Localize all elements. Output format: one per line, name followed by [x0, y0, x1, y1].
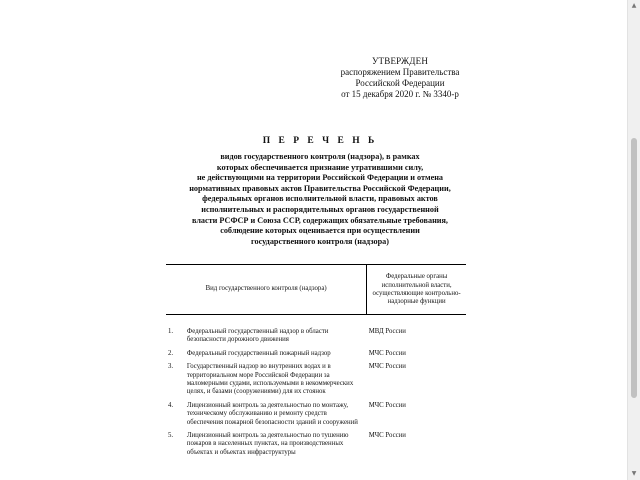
row-control-name: Федеральный государственный надзор в области безопасности дорожного движения: [186, 328, 329, 344]
table-row: [166, 400, 466, 430]
header-control-type: Вид государственного контроля (надзора): [166, 265, 367, 315]
row-agency: МЧС России: [368, 363, 406, 371]
subtitle-line: власти РСФСР и Союза ССР, содержащих обязательные требования,: [192, 215, 448, 225]
row-agency: МЧС России: [368, 401, 406, 409]
document-title: П Е Р Е Ч Е Н Ь: [262, 136, 378, 146]
table-row: [166, 430, 466, 460]
subtitle-line: видов государственного контроля (надзора), в рамках: [220, 152, 420, 161]
row-control-name: Федеральный государственный пожарный надзор: [186, 349, 331, 357]
row-control-name: Государственный надзор во внутренних водах и в территориальном море Российской Федерации за маломерными судами, используемыми в некоммерческих целях, и базами (сооружениями) для их стоянок: [186, 363, 354, 396]
subtitle-line: не действующими на территории Российской Федерации и отмена: [196, 173, 444, 183]
row-control-name: Лицензионный контроль за деятельностью по тушению пожаров в населенных пунктах, на производственных объектах и объектах инфраструктуры: [186, 432, 349, 456]
subtitle-line: исполнительных и распорядительных органов государственной: [201, 204, 439, 214]
approval-line-1: распоряжением Правительства: [340, 67, 460, 77]
row-number: 3.: [168, 363, 174, 371]
scrollbar-thumb[interactable]: [631, 138, 637, 398]
row-control-name: Лицензионный контроль за деятельностью по монтажу, техническому обслуживанию и ремонту средств обеспечения пожарной безопасности зданий и сооружений: [186, 401, 358, 426]
scroll-up-icon[interactable]: ▲: [631, 2, 637, 9]
table-header-row: [166, 265, 466, 315]
row-agency: МВД России: [368, 328, 406, 335]
subtitle-line: государственного контроля (надзора): [250, 236, 390, 246]
row-number: 2.: [168, 349, 174, 357]
document-subtitle: [168, 152, 472, 247]
table-row: [166, 361, 466, 400]
subtitle-line: соблюдение которых оценивается при осуществлении: [220, 226, 420, 236]
header-federal-bodies: Федеральные органы исполнительной власти, осуществляющие контрольно-надзорные функции: [367, 265, 466, 315]
approval-block: [330, 56, 470, 100]
row-number: 4.: [168, 401, 174, 409]
row-number: 5.: [168, 432, 174, 440]
approval-line-3: от 15 декабря 2020 г. № 3340-р: [341, 89, 459, 99]
subtitle-line: федеральных органов исполнительной власти, правовых актов: [202, 194, 438, 204]
table-row: [166, 326, 466, 348]
control-types-table: [166, 264, 466, 460]
approval-title: УТВЕРЖДЕН: [371, 56, 429, 66]
subtitle-line: нормативных правовых актов Правительства Российской Федерации,: [189, 183, 451, 193]
approval-line-2: Российской Федерации: [355, 78, 445, 88]
scroll-down-icon[interactable]: ▼: [631, 470, 637, 477]
row-agency: МЧС России: [368, 349, 406, 357]
vertical-scrollbar[interactable]: [627, 0, 640, 480]
row-number: 1.: [168, 328, 174, 335]
subtitle-line: которых обеспечивается признание утратившими силу,: [216, 162, 424, 172]
table-row: [166, 348, 466, 361]
row-agency: МЧС России: [368, 432, 406, 440]
